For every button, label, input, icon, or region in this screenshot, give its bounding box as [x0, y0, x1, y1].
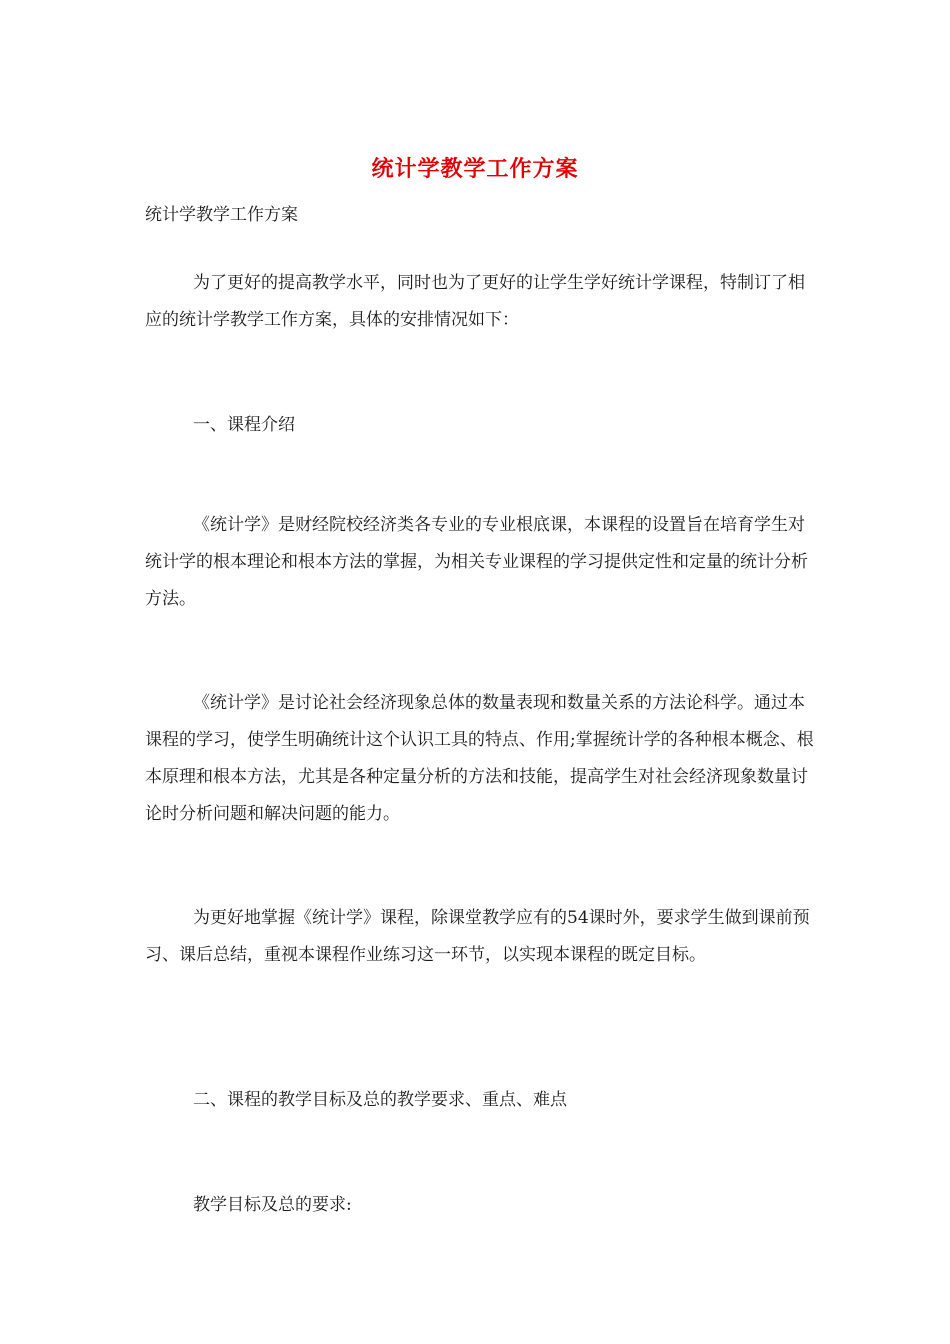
document-subtitle: 统计学教学工作方案 — [145, 205, 298, 225]
section-heading-course-intro: 一、课程介绍 — [193, 415, 295, 435]
document-title: 统计学教学工作方案 — [371, 156, 579, 182]
intro-paragraph: 为了更好的提高教学水平，同时也为了更好的让学生学好统计学课程，特制订了相应的统计学教学工作方案，具体的安排情况如下： — [145, 273, 805, 330]
paragraph-course-hours: 为更好地掌握《统计学》课程，除课堂教学应有的54课时外，要求学生做到课前预习、课后总结，重视本课程作业练习这一环节，以实现本课程的既定目标。 — [145, 908, 810, 965]
paragraph-course-nature: 《统计学》是讨论社会经济现象总体的数量表现和数量关系的方法论科学。通过本课程的学习，使学生明确统计这个认识工具的特点、作用;掌握统计学的各种根本概念、根本原理和根本方法，尤其是各种定量分析的方法和技能，提高学生对社会经济现象数量讨论时分析问题和解决问题的能力。 — [145, 693, 814, 824]
subsection-heading-goals-requirements: 教学目标及总的要求: — [193, 1195, 352, 1215]
paragraph-course-foundation: 《统计学》是财经院校经济类各专业的专业根底课，本课程的设置旨在培育学生对统计学的根本理论和根本方法的掌握，为相关专业课程的学习提供定性和定量的统计分析方法。 — [145, 515, 808, 609]
section-heading-teaching-goals: 二、课程的教学目标及总的教学要求、重点、难点 — [193, 1090, 567, 1110]
